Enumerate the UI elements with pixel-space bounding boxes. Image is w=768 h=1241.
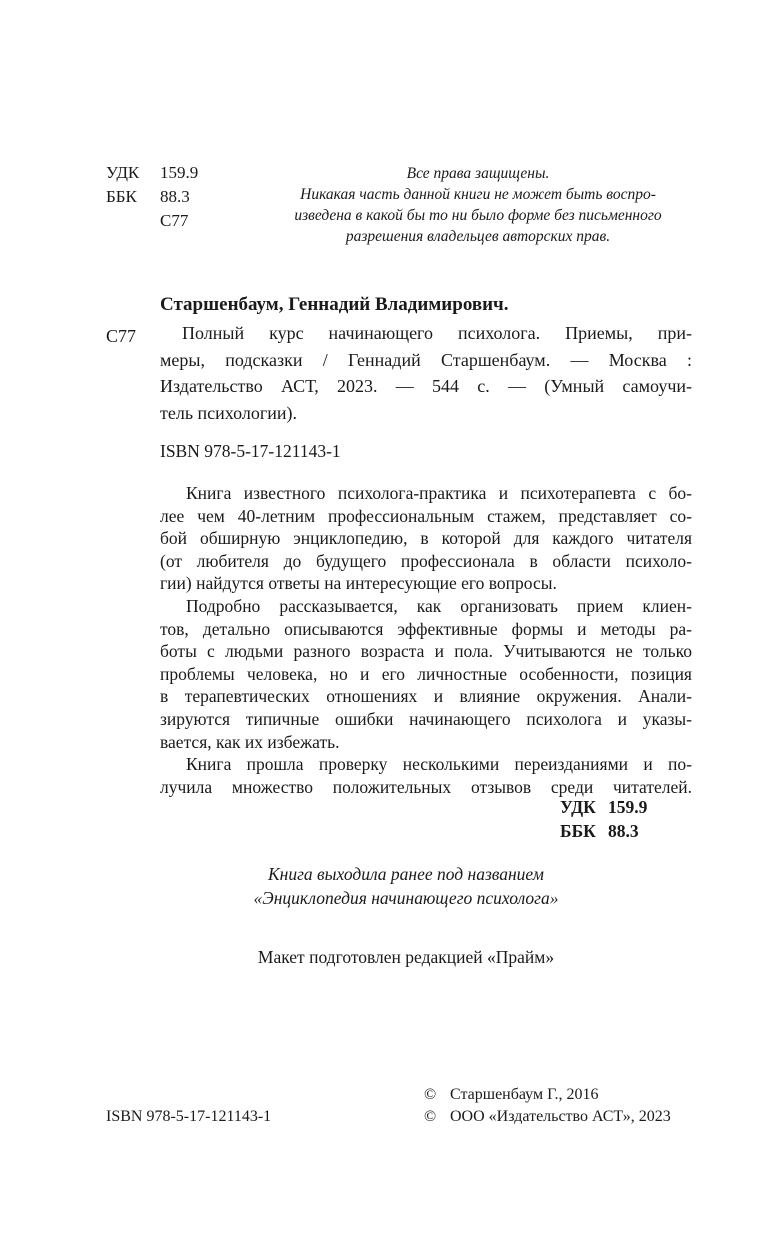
annotation-line: Книга известного психолога-практика и психотерапевта с бо- — [186, 483, 692, 503]
annotation-line: в терапевтических отношениях и влияние окружения. Анали- — [160, 686, 692, 707]
biblio-line: тель психологии). — [160, 402, 298, 423]
rights-line: Все права защищены. — [406, 165, 550, 182]
copyright-author-text: Старшенбаум Г., 2016 — [450, 1086, 599, 1103]
copyright-icon: © — [424, 1086, 437, 1103]
bbk-value: 88.3 — [160, 187, 190, 206]
udk-label: УДК — [560, 797, 596, 817]
annotation-line: Книга прошла проверку несколькими переизданиями и по- — [186, 754, 692, 775]
rights-line: разрешения владельцев авторских прав. — [345, 228, 611, 245]
annotation-line: зируются типичные ошибки начинающего психолога и указы- — [160, 708, 692, 729]
annotation-line: Подробно рассказывается, как организовать прием клиен- — [186, 595, 692, 616]
previous-title-note — [180, 862, 632, 910]
rights-notice — [258, 163, 698, 247]
biblio-line: Издательство АСТ, 2023. — 544 с. — (Умный самоучи- — [160, 376, 692, 396]
annotation-line: гии) найдутся ответы на интересующие его вопросы. — [160, 573, 557, 594]
rights-line: изведена в какой бы то ни было форме без письменного — [294, 207, 662, 224]
copyright-icon: © — [424, 1108, 437, 1125]
previous-title-line: Книга выходила ранее под названием — [268, 864, 544, 884]
classification-codes — [560, 795, 692, 843]
biblio-line: Полный курс начинающего психолога. Приемы, при- — [182, 323, 692, 343]
author-heading: Старшенбаум, Геннадий Владимирович. — [160, 294, 509, 315]
annotation-line: тов, детально описываются эффективные формы и методы ра- — [160, 618, 692, 639]
copyright-publisher — [424, 1106, 671, 1128]
bibliographic-description — [160, 320, 692, 426]
isbn: ISBN 978-5-17-121143-1 — [160, 441, 341, 461]
udk-row — [560, 795, 692, 819]
annotation-line: лучила множество положительных отзывов среди читателей. — [160, 776, 692, 797]
bbk-value: 88.3 — [608, 821, 639, 841]
udk-label: УДК — [106, 163, 140, 182]
annotation-line: (от любителя до будущего профессионала в области психоло- — [160, 550, 692, 571]
annotation-line: бой обширную энциклопедию, в которой для каждого читателя — [160, 528, 692, 549]
bbk-label: ББК — [560, 821, 596, 841]
copyright-author — [424, 1084, 599, 1106]
udk-value: 159.9 — [608, 797, 648, 817]
udk-value: 159.9 — [160, 163, 199, 182]
annotation-line: лее чем 40-летним профессиональным стажем, представляет со- — [160, 505, 692, 526]
copyright-publisher-text: ООО «Издательство АСТ», 2023 — [450, 1108, 671, 1125]
author-mark: С77 — [160, 211, 189, 230]
layout-credit: Макет подготовлен редакцией «Прайм» — [257, 947, 555, 967]
previous-title-line: «Энциклопедия начинающего психолога» — [253, 888, 559, 908]
annotation — [160, 482, 692, 798]
biblio-line: меры, подсказки / Геннадий Старшенбаум. — Москва : — [160, 349, 692, 370]
bbk-row — [560, 819, 692, 843]
bbk-label: ББК — [106, 187, 137, 206]
side-author-mark: С77 — [106, 326, 137, 346]
annotation-line: проблемы человека, но и его личностные особенности, позиция — [160, 663, 692, 684]
annotation-line: вается, как их избежать. — [160, 731, 340, 752]
footer-isbn: ISBN 978-5-17-121143-1 — [106, 1108, 272, 1125]
rights-line: Никакая часть данной книги не может быть воспро- — [300, 186, 656, 203]
annotation-line: боты с людьми разного возраста и пола. Учитываются не только — [160, 641, 692, 662]
